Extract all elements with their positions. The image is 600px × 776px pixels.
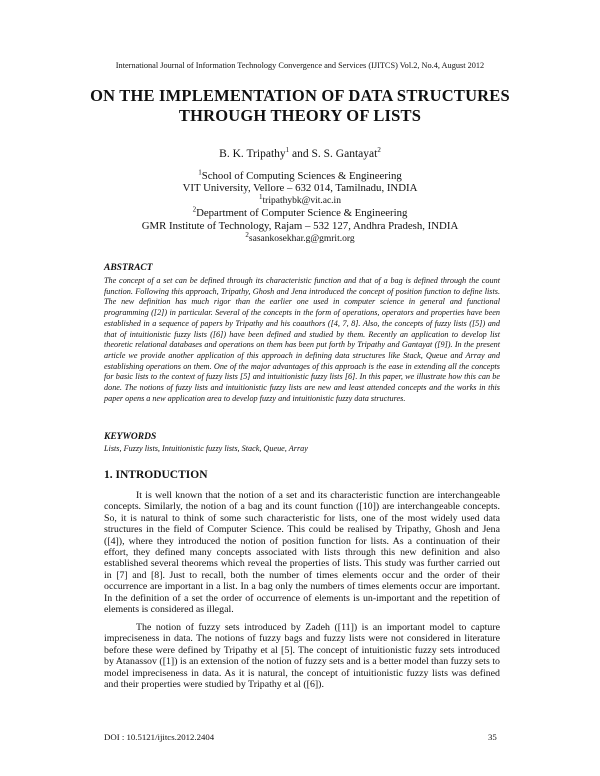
section-1-heading: 1. INTRODUCTION: [104, 469, 208, 481]
affiliation-2-email-text: sasankosekhar.g@gmrit.org: [248, 234, 355, 244]
affiliation-1-email: [0, 192, 600, 207]
abstract-text: The concept of a set can be defined through its characteristic function and that of a bag is defined through the count function. Following this approach, Tripathy, Ghosh and Jena introduced the concept of position function to define lists. The new definition has much rigor than the earlier one used in computer science in general and functional programming ([2]) in particular. Several of the concepts in the form of operations, operators and properties have been established in a sequence of papers by Tripathy and his coauthors ([4, 7, 8]. Also, the concepts of fuzzy lists ([5]) and that of intuitionistic fuzzy lists ([6]) have been defined and studied by them. Recently an application to develop list theoretic relational databases and operations on them has been put forth by Tripathy and Gantayat ([9]). In the present article we provide another application of this approach in defining data structures like Stack, Queue and Array and establishing operations on them. One of the major advantages of this approach is the ease in extending all the concepts for basic lists to the context of fuzzy lists [5] and intuitionistic fuzzy lists [6]. In this paper, we illustrate how this can be done. The notions of fuzzy lists and intuitionistic fuzzy lists are new and least attended concepts and the works in this paper opens a new application area to develop fuzzy and intuitionistic fuzzy data structures.: [104, 276, 500, 403]
journal-header: International Journal of Information Technology Convergence and Services (IJITCS) Vol.2, No.4, August 2012: [115, 61, 485, 70]
intro-paragraph-2: The notion of fuzzy sets introduced by Zadeh ([11]) is an important model to capture impreciseness in data. The notions of fuzzy bags and fuzzy lists were not considered in literature before these were defined by Tripathy et al [5]. The concept of intuitionistic fuzzy sets introduced by Atanassov ([1]) is an extension of the notion of fuzzy sets and is a better model than fuzzy sets to model impreciseness in data. As it is natural, the concept of intuitionistic fuzzy lists was defined and their properties were studied by Tripathy et al ([6]).: [104, 622, 500, 691]
author-line: [0, 148, 600, 160]
author-conjunction: and: [289, 148, 312, 160]
doi-footer: DOI : 10.5121/ijitcs.2012.2404: [104, 732, 215, 742]
affiliation-1-email-marker: 1: [259, 192, 263, 201]
page-number: 35: [488, 732, 497, 742]
affiliation-2-dept: [0, 207, 600, 219]
keywords-heading: KEYWORDS: [104, 432, 157, 442]
author-1: B. K. Tripathy: [219, 148, 286, 160]
affiliation-2-email: [0, 230, 600, 245]
paper-title: [0, 86, 600, 126]
affiliation-1-email-text: tripathybk@vit.ac.in: [262, 196, 341, 206]
author-2: S. S. Gantayat: [311, 148, 378, 160]
affiliation-2-marker: 2: [192, 205, 197, 214]
affiliation-1-institution: VIT University, Vellore – 632 014, Tamilnadu, INDIA: [182, 182, 418, 194]
abstract-heading: ABSTRACT: [104, 263, 153, 273]
affiliation-2-dept-text: Department of Computer Science & Engineering: [196, 207, 408, 219]
title-line-2: THROUGH THEORY OF LISTS: [178, 106, 422, 125]
author-1-marker: 1: [285, 146, 290, 155]
affiliation-1-dept: [0, 170, 600, 182]
intro-paragraph-1: It is well known that the notion of a set and its characteristic function are interchangeable concepts. Similarly, the notion of a bag and its count function ([10]) are interchangeable concepts. So, it is natural to think of some such characteristic for lists, one of the most widely used data structures in the field of Computer Science. This could be realised by Tripathy, Ghosh and Jena ([4]), where they introduced the notion of position function for lists. As a continuation of their effort, they defined many concepts associated with lists through this new definition and also established several theorems which reveal the properties of lists. This study was further carried out in [7] and [8]. Just to recall, both the number of times elements occur and the order of their occurrence are important in a list. In a bag only the numbers of times elements occur are important. In the definition of a set the order of occurrence of elements is un-important and the repetition of elements is considered as illegal.: [104, 490, 500, 616]
keywords-text: Lists, Fuzzy lists, Intuitionistic fuzzy lists, Stack, Queue, Array: [104, 444, 308, 453]
affiliation-2-institution: GMR Institute of Technology, Rajam – 532 127, Andhra Pradesh, INDIA: [141, 220, 459, 232]
affiliation-1-dept-text: School of Computing Sciences & Engineering: [201, 170, 402, 182]
author-2-marker: 2: [377, 146, 381, 155]
affiliation-2-email-marker: 2: [245, 230, 249, 239]
affiliation-1-marker: 1: [198, 168, 202, 177]
title-line-1: ON THE IMPLEMENTATION OF DATA STRUCTURES: [90, 86, 510, 105]
